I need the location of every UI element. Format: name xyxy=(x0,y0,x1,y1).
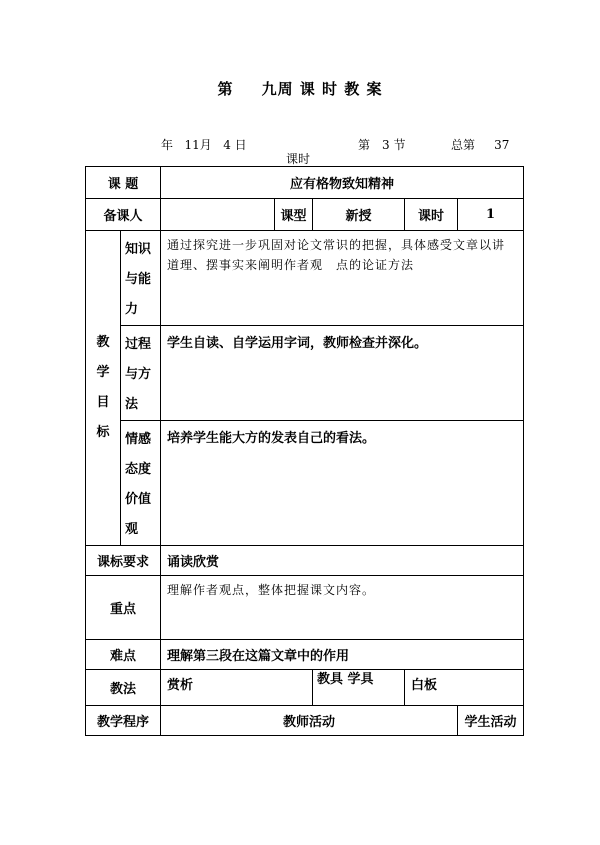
knowledge-line-1: 知识 xyxy=(125,242,152,257)
tools-value: 白板 xyxy=(405,670,524,706)
date-line xyxy=(161,136,247,153)
total-number: 37 xyxy=(494,138,510,152)
process-line-1: 过程 xyxy=(125,337,152,352)
knowledge-line-2: 与能 xyxy=(125,272,152,287)
lesson-plan-table xyxy=(85,166,524,736)
process-line-3: 法 xyxy=(125,397,139,412)
total-line xyxy=(451,136,509,153)
emotion-line-1: 情感 xyxy=(125,432,152,447)
title-main: 九周 课 时 教 案 xyxy=(261,80,383,98)
goals-char-4: 标 xyxy=(96,425,110,440)
procedure-label: 教学程序 xyxy=(86,706,161,736)
page-title xyxy=(0,78,600,99)
date-year: 年 xyxy=(161,138,174,152)
date-month: 11月 xyxy=(184,138,212,152)
type-value: 新授 xyxy=(313,199,405,231)
emotion-line-4: 观 xyxy=(125,522,139,537)
goals-char-2: 学 xyxy=(96,365,110,380)
goals-label xyxy=(86,231,121,546)
goals-char-3: 目 xyxy=(96,395,110,410)
type-label: 课型 xyxy=(275,199,313,231)
method-label: 教法 xyxy=(86,670,161,706)
process-text: 学生自读、自学运用字词，教师检查并深化。 xyxy=(161,326,524,421)
title-prefix: 第 xyxy=(217,80,234,98)
date-day: 4 日 xyxy=(223,138,247,152)
total-prefix: 总第 xyxy=(451,138,476,152)
preparer-value xyxy=(161,199,275,231)
process-line-2: 与方 xyxy=(125,367,152,382)
knowledge-label xyxy=(121,231,161,326)
difficulty-label: 难点 xyxy=(86,640,161,670)
focus-value: 理解作者观点，整体把握课文内容。 xyxy=(161,576,524,640)
method-value: 赏析 xyxy=(161,670,313,706)
emotion-text: 培养学生能大方的发表自己的看法。 xyxy=(161,421,524,546)
student-activity-label: 学生活动 xyxy=(458,706,524,736)
emotion-line-2: 态度 xyxy=(125,462,152,477)
difficulty-value: 理解第三段在这篇文章中的作用 xyxy=(161,640,524,670)
knowledge-text: 通过探究进一步巩固对论文常识的把握，具体感受文章以讲道理、摆事实来阐明作者观 点的论证方法 xyxy=(161,231,524,326)
focus-label: 重点 xyxy=(86,576,161,640)
hours-value: 1 xyxy=(458,199,524,231)
section-number: 第 3 节 xyxy=(358,138,406,152)
preparer-label: 备课人 xyxy=(86,199,161,231)
hours-label: 课时 xyxy=(405,199,458,231)
tools-label: 教具 学具 xyxy=(313,670,405,706)
total-suffix: 课时 xyxy=(286,152,311,166)
topic-label: 课 题 xyxy=(86,167,161,199)
emotion-line-3: 价值 xyxy=(125,492,152,507)
teacher-activity-label: 教师活动 xyxy=(161,706,458,736)
process-label xyxy=(121,326,161,421)
knowledge-line-3: 力 xyxy=(125,302,139,317)
emotion-label xyxy=(121,421,161,546)
standard-label: 课标要求 xyxy=(86,546,161,576)
standard-value: 诵读欣赏 xyxy=(161,546,524,576)
topic-value: 应有格物致知精神 xyxy=(161,167,524,199)
goals-char-1: 教 xyxy=(96,335,110,350)
